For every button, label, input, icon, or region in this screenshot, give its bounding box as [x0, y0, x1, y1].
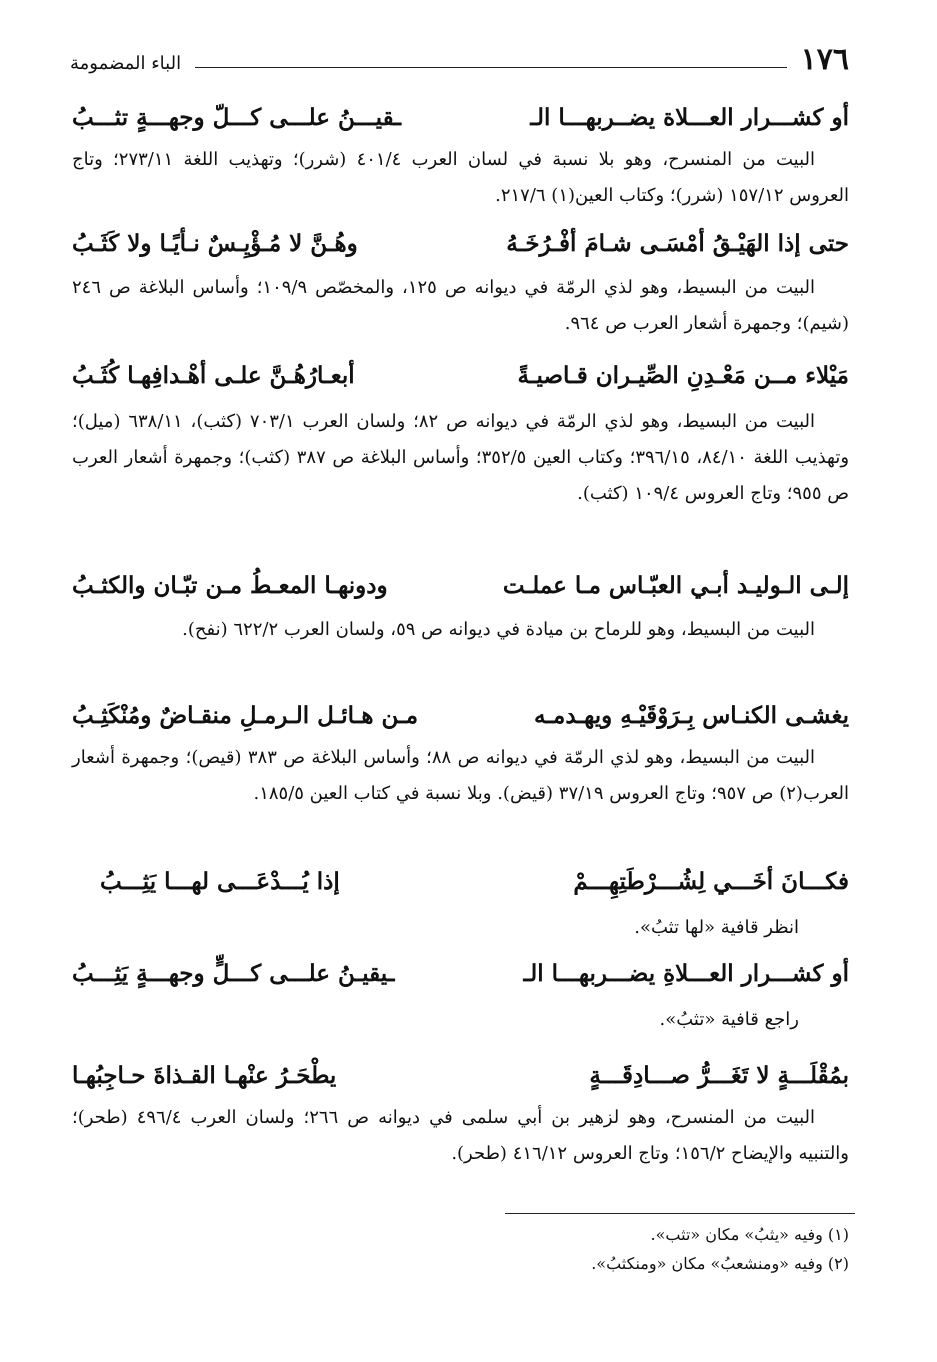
verse-line — [72, 100, 849, 136]
verse-second-hemistich: ودونهـا المعـطُ مـن تبّـان والكثـبُ — [72, 572, 388, 599]
verse-second-hemistich: ـيقيـنُ علـــى كـــلٍّ وجهـــةٍ يَثِـــبُ — [72, 960, 395, 987]
verse-line — [72, 698, 849, 734]
verse-line — [100, 864, 849, 900]
chapter-title: الباء المضمومة — [70, 53, 182, 74]
commentary-text: البيت من المنسرح، وهو بلا نسبة في لسان العرب ٤٠١/٤ (شرر)؛ وتهذيب اللغة ٢٧٣/١١؛ وتاج العروس ١٥٧/١٢ (شرر)؛ وكتاب العين(١) ٢١٧/٦. — [72, 149, 849, 206]
verse-first-hemistich: حتى إذا الهَيْـقُ أمْسَـى شـامَ أفْـرُخَـهُ — [506, 230, 849, 257]
header-rule — [195, 67, 787, 68]
verse-commentary — [72, 1002, 849, 1038]
verse-commentary — [72, 1100, 849, 1172]
footnote: (١) وفيه «يثبُ» مكان «تثب». — [650, 1225, 849, 1244]
footnote-separator — [505, 1213, 855, 1214]
commentary-text: البيت من المنسرح، وهو لزهير بن أبي سلمى في ديوانه ص ٢٦٦؛ ولسان العرب ٤٩٦/٤ (طحر)؛ والتنبيه والإيضاح ١٥٦/٢؛ وتاج العروس ٤١٦/١٢ (طحر). — [72, 1107, 849, 1164]
commentary-text: انظر قافية «لها تثبُ». — [634, 917, 799, 938]
verse-first-hemistich: أو كشـــرار العـــلاةِ يضـــربهـــا الـ — [523, 960, 849, 987]
verse-second-hemistich: مـن هـائـل الـرمـلِ منقـاضٌ ومُنْكَثِـبُ — [72, 702, 419, 729]
verse-first-hemistich: بمُقْلَـــةٍ لا تَغَـــرُّ صـــادِقَـــةٍ — [589, 1062, 849, 1089]
verse-second-hemistich: وهُـنَّ لا مُـؤْيِـسٌ نـأيًـا ولا كَثَـبُ — [72, 230, 358, 257]
commentary-text: راجع قافية «تثبُ». — [659, 1009, 799, 1030]
verse-line — [72, 226, 849, 262]
page-number: ١٧٦ — [800, 42, 849, 77]
verse-first-hemistich: إلـى الـوليـد أبـي العبّـاس مـا عملـت — [502, 572, 849, 599]
verse-line — [72, 1058, 849, 1094]
verse-commentary — [72, 612, 849, 648]
verse-commentary — [72, 270, 849, 342]
verse-commentary — [72, 910, 849, 946]
verse-line — [72, 568, 849, 604]
footnote: (٢) وفيه «ومنشعبُ» مكان «ومنكثبُ». — [591, 1254, 849, 1273]
commentary-text: البيت من البسيط، وهو لذي الرمّة في ديوانه ص ٨٨؛ وأساس البلاغة ص ٣٨٣ (قيص)؛ وجمهرة أشعار العرب(٢) ص ٩٥٧؛ وتاج العروس ٣٧/١٩ (قيض). وبلا نسبة في كتاب العين ١٨٥/٥. — [72, 747, 849, 804]
verse-second-hemistich: يطْحَـرُ عنْهـا القـذاةَ حـاجِبُهـا — [72, 1062, 337, 1089]
commentary-text: البيت من البسيط، وهو لذي الرمّة في ديوانه ص ١٢٥، والمخصّص ١٠٩/٩؛ وأساس البلاغة ص ٢٤٦ (شيم)؛ وجمهرة أشعار العرب ص ٩٦٤. — [72, 277, 849, 334]
verse-first-hemistich: يغشـى الكنـاس بِـرَوْقَيْـهِ ويهـدمـه — [533, 702, 849, 729]
verse-first-hemistich: مَيْلاء مــن مَعْـدِنِ الصِّيـران قـاصيـةً — [517, 362, 849, 389]
verse-second-hemistich: إذا يُـــدْعَـــى لهـــا يَثِـــبُ — [100, 868, 340, 895]
page-header — [70, 38, 849, 78]
verse-second-hemistich: ـقيـــنُ علـــى كـــلّ وجهـــةٍ تثـــبُ — [72, 104, 401, 131]
verse-commentary — [72, 740, 849, 812]
verse-first-hemistich: أو كشـــرار العـــلاة يضــربهـــا الـ — [530, 104, 849, 131]
commentary-text: البيت من البسيط، وهو للرماح بن ميادة في ديوانه ص ٥٩، ولسان العرب ٦٢٢/٢ (نفح). — [182, 619, 815, 640]
verse-line — [72, 358, 849, 394]
verse-second-hemistich: أبعـارُهُـنَّ علـى أهْـدافِهـا كُثَـبُ — [72, 362, 355, 389]
verse-commentary — [72, 142, 849, 214]
verse-line — [72, 956, 849, 992]
verse-commentary — [72, 404, 849, 512]
commentary-text: البيت من البسيط، وهو لذي الرمّة في ديوانه ص ٨٢؛ ولسان العرب ٧٠٣/١ (كثب)، ٦٣٨/١١ (ميل)؛ وتهذيب اللغة ٨٤/١٠، ٣٩٦/١٥؛ وكتاب العين ٣٥٢/٥؛ وأساس البلاغة ص ٣٨٧ (كثب)؛ وجمهرة أشعار العرب ص ٩٥٥؛ وتاج العروس ١٠٩/٤ (كثب). — [72, 411, 850, 504]
verse-first-hemistich: فكـــانَ أخَـــي لِشُـــرْطَتِهِـــمْ — [573, 868, 849, 895]
